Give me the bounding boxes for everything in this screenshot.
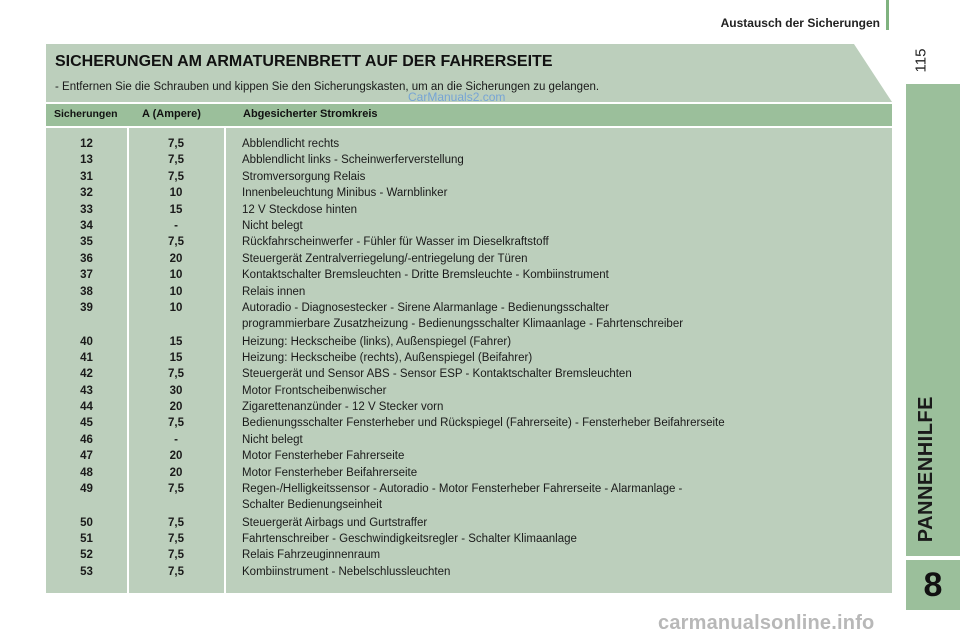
fuse-number: 45 bbox=[80, 417, 93, 430]
fuse-ampere: 20 bbox=[169, 401, 183, 414]
fuse-number: 41 bbox=[80, 351, 93, 364]
table-row bbox=[46, 185, 892, 201]
fuse-ampere: 10 bbox=[169, 301, 183, 314]
watermark-top: CarManuals2.com bbox=[408, 90, 506, 104]
fuse-circuit bbox=[242, 399, 882, 415]
fuse-ampere: 7,5 bbox=[168, 417, 184, 430]
page-number-text: 115 bbox=[912, 48, 930, 72]
table-row bbox=[46, 399, 892, 415]
chapter-label: PANNENHILFE bbox=[915, 395, 937, 542]
fuse-circuit bbox=[242, 481, 882, 514]
column-header-circuit: Abgesicherter Stromkreis bbox=[243, 108, 378, 120]
circuit-line: Steuergerät und Sensor ABS - Sensor ESP - Kontaktschalter Bremsleuchten bbox=[242, 368, 632, 381]
fuse-circuit bbox=[242, 350, 882, 366]
fuse-ampere: 7,5 bbox=[168, 154, 184, 167]
table-row bbox=[46, 169, 892, 185]
table-row bbox=[46, 267, 892, 283]
table-row bbox=[46, 481, 892, 515]
fuse-ampere: 7,5 bbox=[168, 138, 184, 150]
fuse-number: 44 bbox=[80, 401, 93, 414]
fuse-table-header bbox=[46, 104, 892, 126]
intro-text: - Entfernen Sie die Schrauben und kippen Sie den Sicherungskasten, um an die Sicherungen zu gelangen. bbox=[55, 81, 600, 93]
fuse-number: 38 bbox=[80, 285, 93, 298]
circuit-line: Regen-/Helligkeitssensor - Autoradio - Motor Fensterheber Fahrerseite - Alarmanlage - bbox=[242, 483, 683, 496]
chapter-number: 8 bbox=[923, 565, 943, 604]
table-row bbox=[46, 136, 892, 152]
circuit-line: Autoradio - Diagnosestecker - Sirene Alarmanlage - Bedienungsschalter bbox=[242, 301, 609, 314]
table-row bbox=[46, 531, 892, 547]
fuse-table-body bbox=[46, 128, 892, 593]
fuse-circuit bbox=[242, 415, 882, 431]
circuit-line: Heizung: Heckscheibe (rechts), Außenspiegel (Beifahrer) bbox=[242, 351, 533, 364]
fuse-ampere: 10 bbox=[169, 269, 183, 282]
circuit-line: Nicht belegt bbox=[242, 433, 303, 446]
fuse-circuit bbox=[242, 515, 882, 531]
table-row bbox=[46, 366, 892, 382]
circuit-line: Abblendlicht links - Scheinwerferverstellung bbox=[242, 154, 464, 167]
fuse-ampere: 7,5 bbox=[168, 565, 184, 578]
fuse-circuit bbox=[242, 383, 882, 399]
table-row bbox=[46, 234, 892, 250]
page-number bbox=[906, 40, 936, 80]
fuse-circuit bbox=[242, 564, 882, 580]
fuse-ampere: 15 bbox=[169, 203, 183, 216]
circuit-line: Relais Fahrzeuginnenraum bbox=[242, 549, 381, 562]
column-header-ampere: A (Ampere) bbox=[142, 108, 201, 120]
fuse-circuit bbox=[242, 185, 882, 201]
table-row bbox=[46, 251, 892, 267]
table-row bbox=[46, 350, 892, 366]
circuit-line: Bedienungsschalter Fensterheber und Rückspiegel (Fahrerseite) - Fensterheber Beifahrerseite bbox=[242, 417, 725, 430]
fuse-ampere: 10 bbox=[169, 187, 183, 200]
fuse-ampere: 10 bbox=[169, 285, 183, 298]
fuse-ampere: 7,5 bbox=[168, 516, 184, 529]
fuse-number: 43 bbox=[80, 384, 93, 397]
fuse-ampere: 7,5 bbox=[168, 236, 184, 249]
fuse-ampere: 20 bbox=[169, 252, 183, 265]
fuse-number: 32 bbox=[80, 187, 93, 200]
fuse-ampere: 15 bbox=[169, 335, 183, 348]
chapter-number-box bbox=[906, 560, 960, 610]
fuse-circuit bbox=[242, 448, 882, 464]
table-row bbox=[46, 202, 892, 218]
fuse-number: 13 bbox=[80, 154, 93, 167]
circuit-line: Kontaktschalter Bremsleuchten - Dritte Bremsleuchte - Kombiinstrument bbox=[242, 269, 609, 282]
circuit-line: Heizung: Heckscheibe (links), Außenspiegel (Fahrer) bbox=[242, 335, 512, 348]
fuse-ampere: - bbox=[174, 219, 178, 232]
fuse-number: 42 bbox=[80, 368, 93, 381]
table-row bbox=[46, 218, 892, 234]
circuit-line: Steuergerät Zentralverriegelung/-entriegelung der Türen bbox=[242, 252, 528, 265]
table-row bbox=[46, 284, 892, 300]
circuit-line: Relais innen bbox=[242, 285, 306, 298]
circuit-line: Stromversorgung Relais bbox=[242, 170, 366, 183]
fuse-number: 12 bbox=[80, 138, 93, 150]
fuse-circuit bbox=[242, 366, 882, 382]
circuit-line: Steuergerät Airbags und Gurtstraffer bbox=[242, 516, 428, 529]
header-title: Austausch der Sicherungen bbox=[720, 16, 880, 30]
fuse-circuit bbox=[242, 547, 882, 563]
fuse-number: 31 bbox=[80, 170, 93, 183]
fuse-circuit bbox=[242, 234, 882, 250]
circuit-line: Motor Fensterheber Fahrerseite bbox=[242, 450, 405, 463]
fuse-circuit bbox=[242, 432, 882, 448]
table-row bbox=[46, 383, 892, 399]
fuse-circuit bbox=[242, 465, 882, 481]
fuse-circuit bbox=[242, 152, 882, 168]
fuse-number: 50 bbox=[80, 516, 93, 529]
section-title: SICHERUNGEN AM ARMATURENBRETT AUF DER FAHRERSEITE bbox=[55, 53, 553, 70]
fuse-circuit bbox=[242, 284, 882, 300]
fuse-number: 47 bbox=[80, 450, 93, 463]
chapter-side-tab bbox=[906, 84, 960, 556]
circuit-line: Motor Frontscheibenwischer bbox=[242, 384, 387, 397]
fuse-number: 37 bbox=[80, 269, 93, 282]
fuse-circuit bbox=[242, 202, 882, 218]
fuse-ampere: 30 bbox=[169, 384, 183, 397]
fuse-number: 49 bbox=[80, 483, 93, 496]
circuit-line: Nicht belegt bbox=[242, 219, 303, 232]
fuse-ampere: 15 bbox=[169, 351, 183, 364]
fuse-number: 51 bbox=[80, 533, 93, 545]
circuit-line: Kombiinstrument - Nebelschlussleuchten bbox=[242, 565, 451, 578]
circuit-line: Zigarettenanzünder - 12 V Stecker vorn bbox=[242, 401, 444, 414]
fuse-ampere: - bbox=[174, 433, 178, 446]
table-row bbox=[46, 334, 892, 350]
table-row bbox=[46, 415, 892, 431]
table-row bbox=[46, 564, 892, 580]
circuit-line: Schalter Bedienungseinheit bbox=[242, 499, 383, 512]
circuit-line: Motor Fensterheber Beifahrerseite bbox=[242, 466, 418, 479]
circuit-line: Fahrtenschreiber - Geschwindigkeitsregler - Schalter Klimaanlage bbox=[242, 533, 577, 545]
fuse-ampere: 20 bbox=[169, 450, 183, 463]
fuse-ampere: 7,5 bbox=[168, 368, 184, 381]
fuse-circuit bbox=[242, 531, 882, 547]
fuse-circuit bbox=[242, 251, 882, 267]
fuse-number: 52 bbox=[80, 549, 93, 562]
column-header-fuse: Sicherungen bbox=[54, 108, 118, 120]
table-row bbox=[46, 300, 892, 334]
fuse-circuit bbox=[242, 136, 882, 152]
fuse-circuit bbox=[242, 334, 882, 350]
fuse-number: 40 bbox=[80, 335, 93, 348]
table-row bbox=[46, 432, 892, 448]
fuse-ampere: 7,5 bbox=[168, 549, 184, 562]
circuit-line: 12 V Steckdose hinten bbox=[242, 203, 358, 216]
fuse-circuit bbox=[242, 267, 882, 283]
circuit-line: Rückfahrscheinwerfer - Fühler für Wasser im Dieselkraftstoff bbox=[242, 236, 549, 249]
watermark-bottom: carmanualsonline.info bbox=[658, 612, 875, 634]
table-row bbox=[46, 515, 892, 531]
fuse-circuit bbox=[242, 300, 882, 333]
header-divider bbox=[886, 0, 889, 30]
fuse-ampere: 20 bbox=[169, 466, 183, 479]
fuse-number: 46 bbox=[80, 433, 93, 446]
table-row bbox=[46, 547, 892, 563]
fuse-ampere: 7,5 bbox=[168, 533, 184, 545]
table-row bbox=[46, 465, 892, 481]
fuse-number: 33 bbox=[80, 203, 93, 216]
fuse-number: 36 bbox=[80, 252, 93, 265]
fuse-circuit bbox=[242, 169, 882, 185]
fuse-number: 53 bbox=[80, 565, 93, 578]
circuit-line: programmierbare Zusatzheizung - Bedienungsschalter Klimaanlage - Fahrtenschreiber bbox=[242, 318, 684, 331]
table-row bbox=[46, 152, 892, 168]
fuse-ampere: 7,5 bbox=[168, 170, 184, 183]
fuse-rows bbox=[46, 136, 892, 580]
circuit-line: Abblendlicht rechts bbox=[242, 138, 340, 150]
fuse-number: 34 bbox=[80, 219, 93, 232]
fuse-ampere: 7,5 bbox=[168, 483, 184, 496]
fuse-number: 39 bbox=[80, 301, 93, 314]
circuit-line: Innenbeleuchtung Minibus - Warnblinker bbox=[242, 187, 448, 200]
fuse-number: 48 bbox=[80, 466, 93, 479]
table-row bbox=[46, 448, 892, 464]
fuse-number: 35 bbox=[80, 236, 93, 249]
fuse-circuit bbox=[242, 218, 882, 234]
